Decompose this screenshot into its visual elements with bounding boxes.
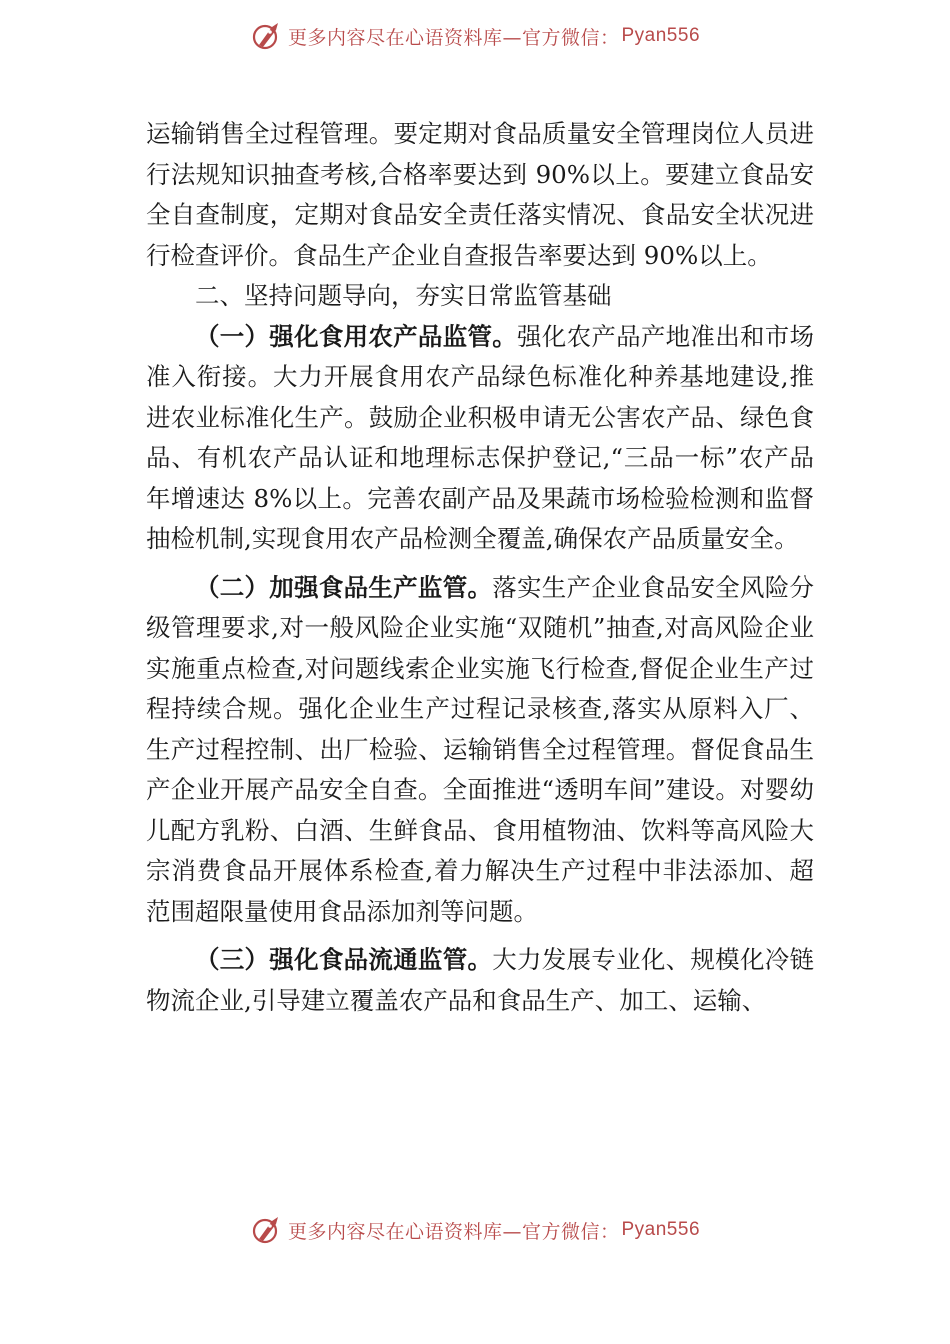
section-heading-text: 二、坚持问题导向，夯实日常监管基础	[195, 281, 612, 310]
watermark-wechat-id: Pyan556	[621, 25, 701, 46]
paragraph-agri-products	[146, 317, 814, 560]
paragraph-food-circulation	[146, 940, 814, 1021]
watermark-text: 更多内容尽在心语资料库—官方微信：	[287, 1220, 620, 1243]
paragraph-agri-products-lead: （一）强化食用农产品监管。	[195, 321, 518, 351]
section-heading	[146, 276, 814, 317]
pen-nib-logo-icon	[250, 19, 284, 53]
pen-nib-logo-icon	[250, 1213, 284, 1247]
paragraph-food-circulation-body: 大力发展专业化、规模化冷链物流企业,引导建立覆盖农产品和食品生产、加工、运输、	[146, 945, 814, 1015]
paragraph-agri-products-body: 强化农产品产地准出和市场准入衔接。大力开展食用农产品绿色标准化种养基地建设,推进农业标准化生产。鼓励企业积极申请无公害农产品、绿色食品、有机农产品认证和地理标志保护登记,“三品一标”农产品年增速达 8%以上。完善农副产品及果蔬市场检验检测和监督抽检机制,实现食用农产品检测全覆盖,确保农产品质量安全。	[146, 321, 815, 553]
watermark-text: 更多内容尽在心语资料库—官方微信：	[287, 26, 620, 49]
paragraph-food-circulation-lead: （三）强化食品流通监管。	[195, 945, 493, 974]
paragraph-1-text: 运输销售全过程管理。要定期对食品质量安全管理岗位人员进行法规知识抽查考核,合格率要达到 90%以上。要建立食品安全自查制度，定期对食品安全责任落实情况、食品安全状况进行检查评价。食品生产企业自查报告率要达到 90%以上。	[146, 119, 814, 270]
footer-watermark	[0, 1210, 950, 1250]
document-body	[146, 114, 814, 1021]
paragraph-food-production	[146, 568, 814, 933]
header-watermark	[0, 16, 950, 56]
paragraph-food-production-lead: （二）加强食品生产监管。	[195, 572, 493, 602]
watermark-wechat-id: Pyan556	[621, 1219, 701, 1240]
paragraph-1	[146, 114, 814, 276]
paragraph-food-production-body: 落实生产企业食品安全风险分级管理要求,对一般风险企业实施“双随机”抽查,对高风险企业实施重点检查,对问题线索企业实施飞行检查,督促企业生产过程持续合规。强化企业生产过程记录核查,落实从原料入厂、生产过程控制、出厂检验、运输销售全过程管理。督促食品生产企业开展产品安全自查。全面推进“透明车间”建设。对婴幼儿配方乳粉、白酒、生鲜食品、食用植物油、饮料等高风险大宗消费食品开展体系检查,着力解决生产过程中非法添加、超范围超限量使用食品添加剂等问题。	[146, 572, 814, 926]
